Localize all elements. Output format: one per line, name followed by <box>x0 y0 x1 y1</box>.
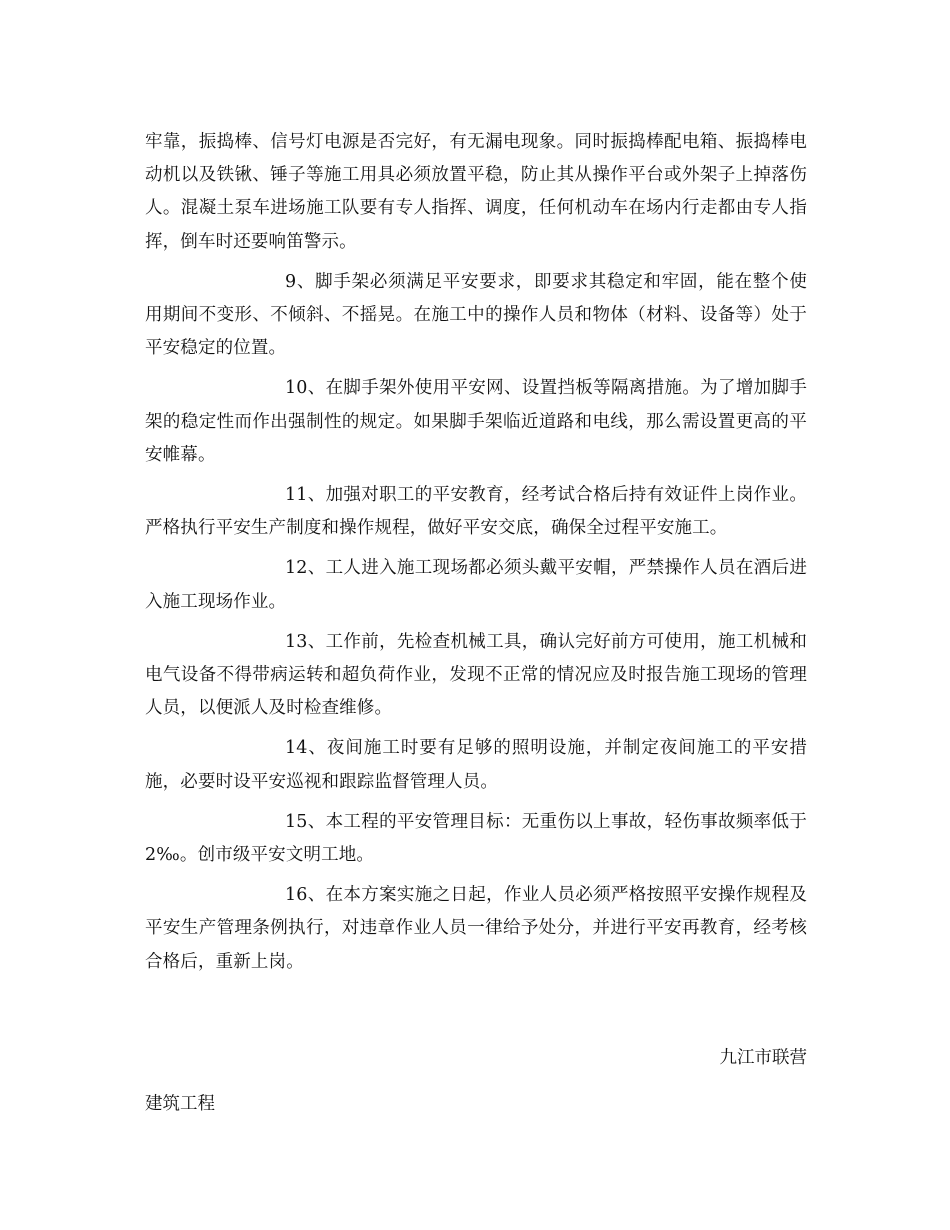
paragraph-continuation: 牢靠，振捣棒、信号灯电源是否完好，有无漏电现象。同时振捣棒配电箱、振捣棒电动机以及铁锹、锤子等施工用具必须放置平稳，防止其从操作平台或外架子上掉落伤人。混凝土泵车进场施工队要有专人指挥、调度，任何机动车在场内行走都由专人指挥，倒车时还要响笛警示。 <box>145 132 807 252</box>
paragraph-item-14: 14、夜间施工时要有足够的照明设施，并制定夜间施工的平安措施，必要时设平安巡视和跟踪监督管理人员。 <box>145 738 807 792</box>
signature-organization: 九江市联营 <box>719 1048 807 1068</box>
paragraph-item-10: 10、在脚手架外使用平安网、设置挡板等隔离措施。为了增加脚手架的稳定性而作出强制性的规定。如果脚手架临近道路和电线，那么需设置更高的平安帷幕。 <box>145 378 807 465</box>
signature-block <box>145 1042 807 1121</box>
paragraph-item-11: 11、加强对职工的平安教育，经考试合格后持有效证件上岗作业。严格执行平安生产制度和操作规程，做好平安交底，确保全过程平安施工。 <box>145 485 807 539</box>
document-body <box>145 126 807 986</box>
paragraph-item-12: 12、工人进入施工现场都必须头戴平安帽，严禁操作人员在酒后进入施工现场作业。 <box>145 558 807 612</box>
paragraph-item-9: 9、脚手架必须满足平安要求，即要求其稳定和牢固，能在整个使用期间不变形、不倾斜、不摇晃。在施工中的操作人员和物体（材料、设备等）处于平安稳定的位置。 <box>145 271 807 359</box>
paragraph-item-16: 16、在本方案实施之日起，作业人员必须严格按照平安操作规程及平安生产管理条例执行，对违章作业人员一律给予处分，并进行平安再教育，经考核合格后，重新上岗。 <box>145 885 807 972</box>
paragraph-item-13: 13、工作前，先检查机械工具，确认完好前方可使用，施工机械和电气设备不得带病运转和超负荷作业，发现不正常的情况应及时报告施工现场的管理人员，以便派人及时检查维修。 <box>145 631 807 719</box>
paragraph-item-15: 15、本工程的平安管理目标：无重伤以上事故，轻伤事故频率低于 2‰。创市级平安文明工地。 <box>145 811 807 866</box>
signature-department: 建筑工程 <box>145 1094 215 1115</box>
